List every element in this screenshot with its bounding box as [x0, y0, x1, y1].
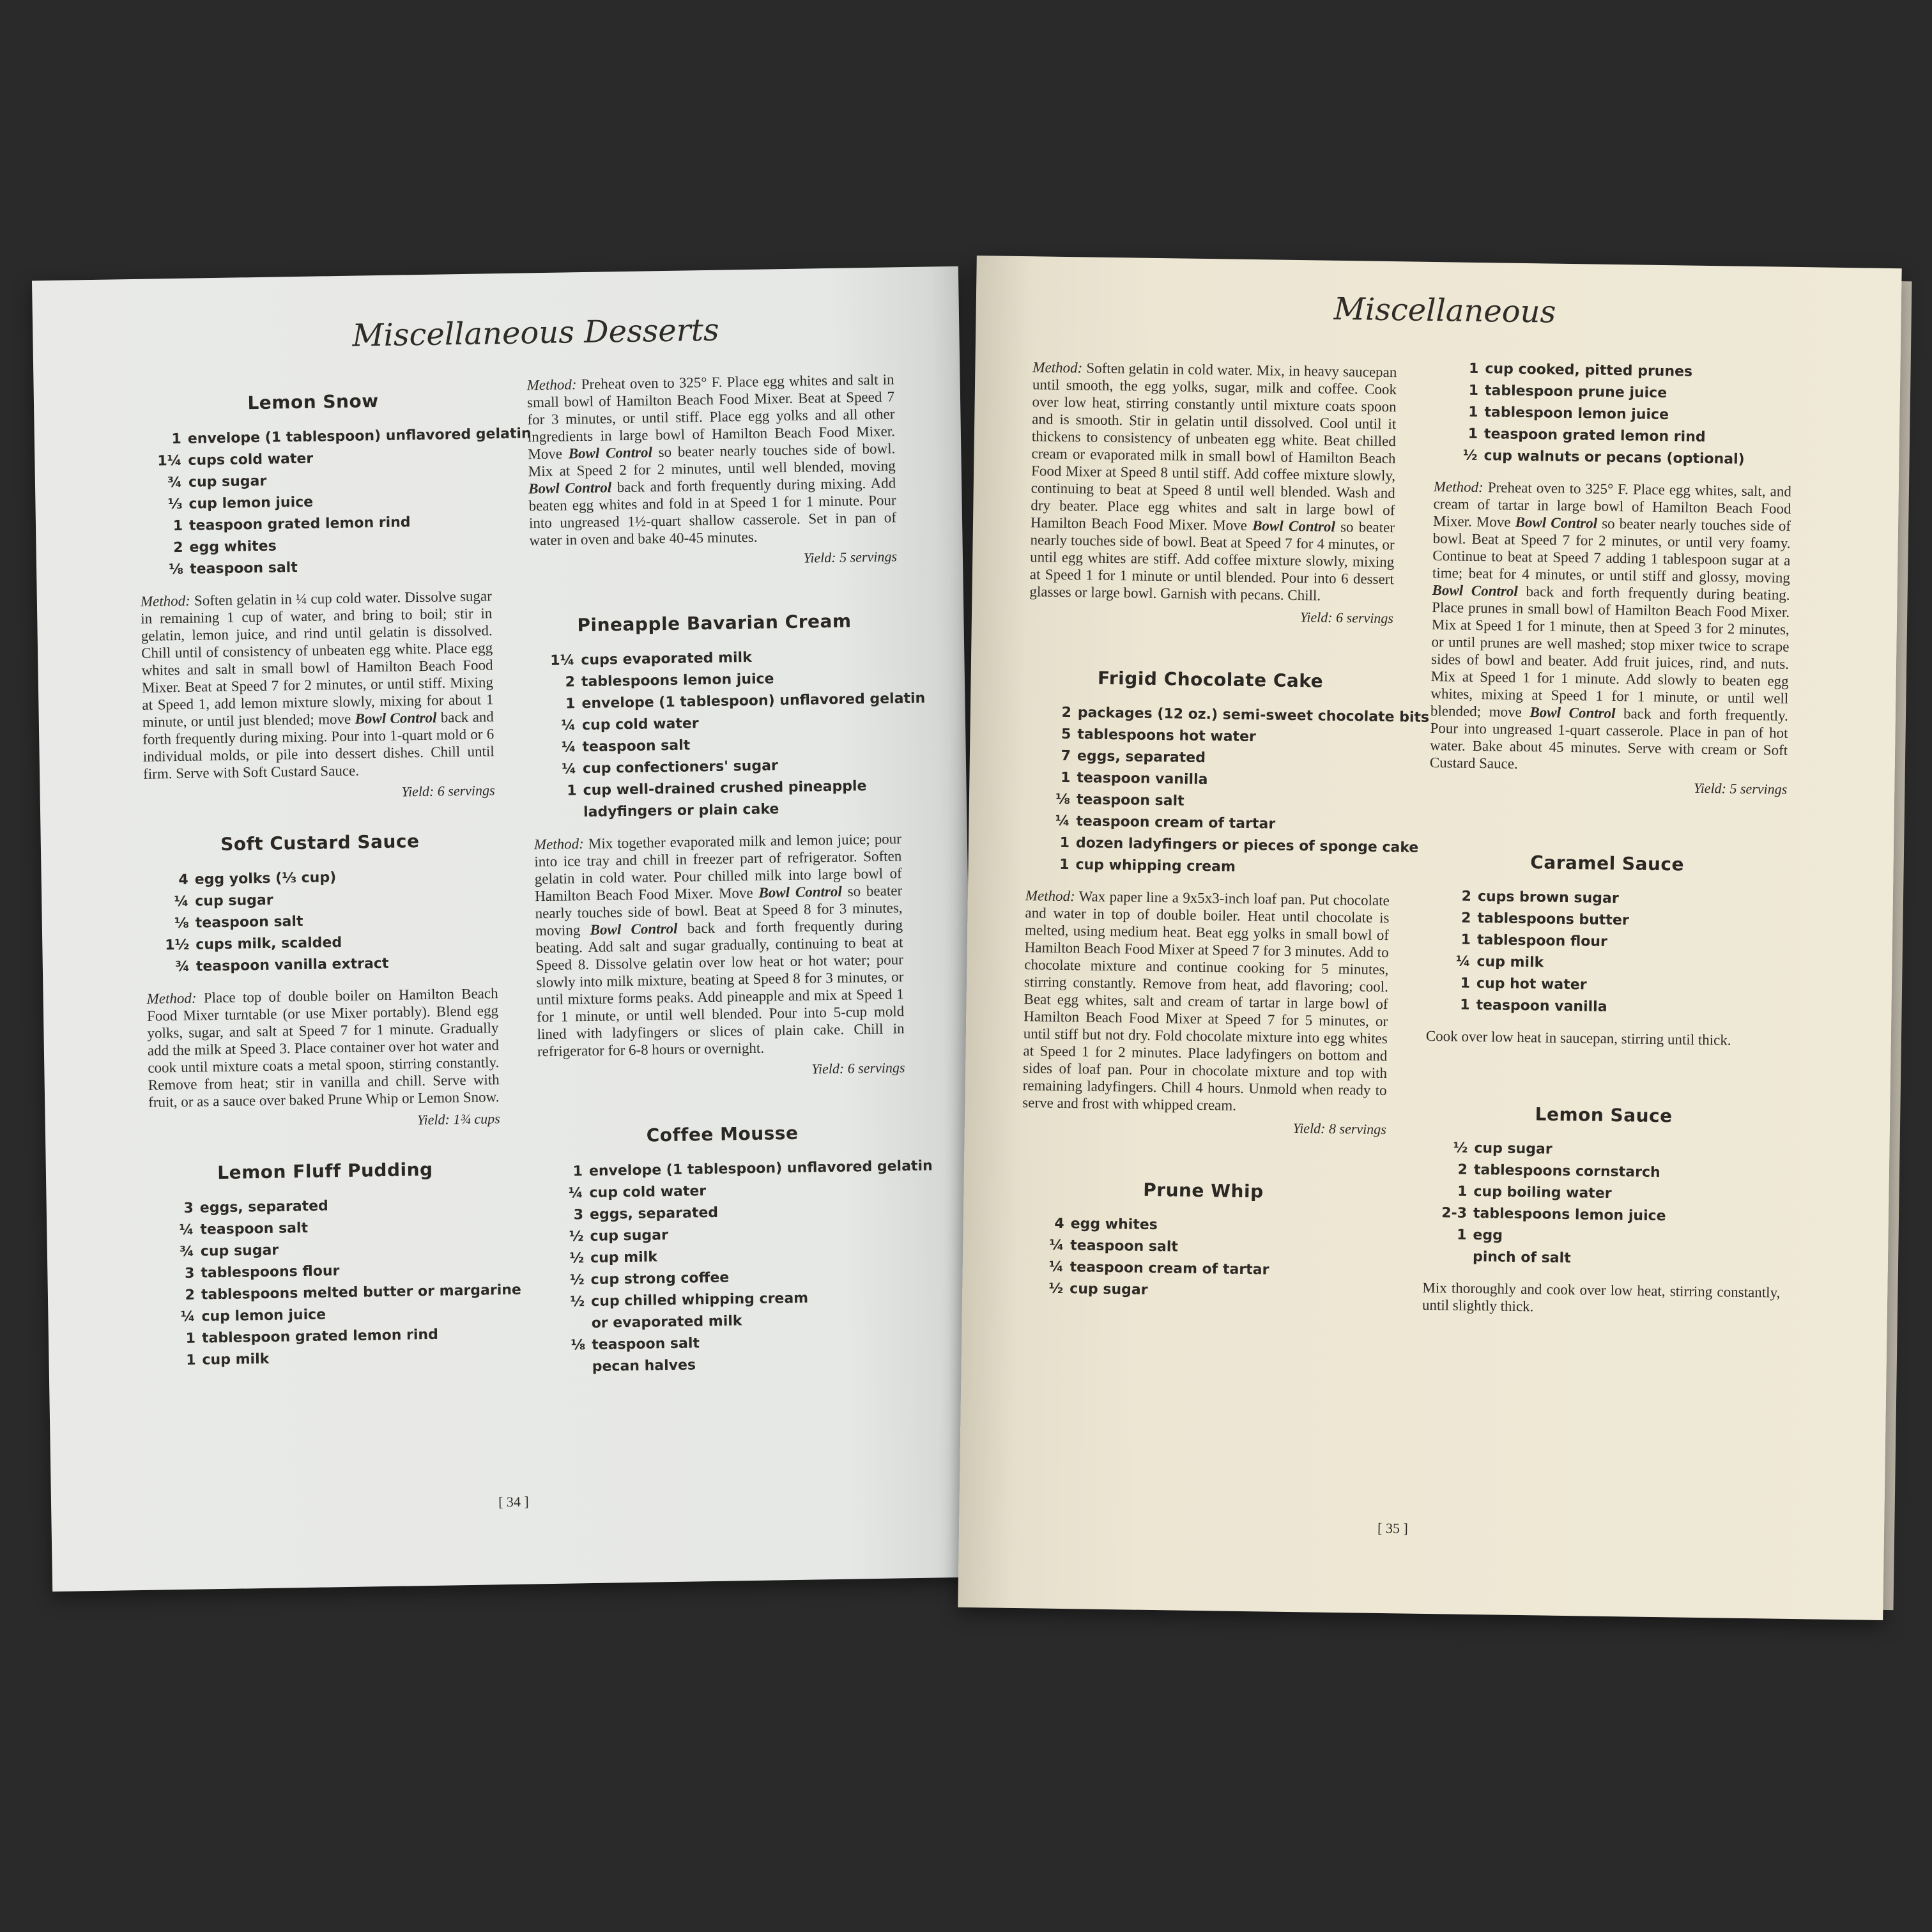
ingredient-text: tablespoons cornstarch	[1473, 1162, 1660, 1181]
ingredient-text: eggs, separated	[1077, 748, 1206, 767]
ingredient-quantity: ⅛	[1055, 791, 1071, 808]
ingredient-text: cup walnuts or pecans (optional)	[1483, 448, 1745, 468]
ingredient-quantity: 2	[1457, 1162, 1468, 1178]
left-column-2	[526, 371, 933, 1390]
ingredient-quantity: 1¼	[157, 452, 182, 470]
ingredient-text: teaspoon salt	[1070, 1238, 1179, 1255]
recipe-heading: Caramel Sauce	[1530, 852, 1685, 875]
yield-text: Yield: 6 servings	[1300, 609, 1394, 627]
ingredient-quantity: 2	[173, 539, 183, 556]
ingredient-text: cup whipping cream	[1075, 857, 1236, 875]
ingredient-list	[1434, 358, 1793, 471]
ingredient-text: tablespoons butter	[1477, 910, 1629, 929]
ingredient-quantity: ¼	[561, 717, 576, 734]
ingredient-list	[144, 864, 498, 979]
ingredient-quantity: 1	[1059, 856, 1070, 873]
yield-text: Yield: 8 servings	[1292, 1120, 1386, 1138]
yield-text: Yield: 6 servings	[811, 1059, 905, 1077]
ingredient-quantity: ¼	[1049, 1237, 1064, 1254]
ingredient-quantity: ¼	[1455, 953, 1471, 970]
ingredient-quantity: 2	[1061, 704, 1072, 721]
ingredient-quantity: ¼	[174, 893, 189, 910]
method-text: Method: Soften gelatin in ¼ cup cold water. Dissolve sugar in remaining 1 cup of water, and bring to boil; stir in gelatin, lemon juice, and rind until gelatin is dissolved. Chill until of consistency of unbeaten egg white. Place egg whites and salt in small bowl of Hamilton Beach Food Mixer. Beat at Speed 7 for 2 minutes, or until stiff. Mixing at Speed 1, add lemon mixture slowly, mixing for about 1 minute, or until just blended; move Bowl Control back and forth frequently during mixing. Pour into 1-quart mold or 6 individual molds, or pile into dessert dishes. Chill until firm. Serve with Soft Custard Sauce.	[140, 588, 494, 782]
ingredient-text: pinch of salt	[1472, 1248, 1571, 1267]
ingredient-quantity: ¼	[180, 1308, 195, 1326]
instruction-text: Cook over low heat in saucepan, stirring until thick.	[1425, 1027, 1731, 1048]
ingredient-quantity: 1	[185, 1330, 196, 1347]
ingredient-quantity: 1	[1457, 1183, 1468, 1200]
recipe-pineapple-bavarian-cream	[530, 610, 926, 1082]
ingredient-quantity: 5	[1061, 726, 1071, 743]
ingredient-text: or evaporated milk	[591, 1313, 742, 1331]
ingredient-text: pecan halves	[592, 1357, 696, 1375]
ingredient-text: eggs, separated	[199, 1198, 329, 1216]
ingredient-list	[531, 645, 926, 824]
ingredient-quantity: ¾	[179, 1243, 195, 1261]
ingredient-quantity: 1	[1468, 360, 1479, 377]
ingredient-quantity: ¾	[174, 958, 190, 976]
recipe-frigid-chocolate-cake	[1022, 666, 1430, 1138]
ingredient-quantity: 1	[572, 1163, 583, 1180]
recipe-coffee-mousse	[539, 1121, 933, 1379]
ingredient-text: cup milk	[202, 1351, 270, 1368]
ingredient-text: cup confectioners' sugar	[582, 758, 779, 778]
ingredient-text: teaspoon salt	[582, 737, 691, 756]
ingredient-quantity: 3	[184, 1265, 195, 1282]
ingredient-quantity: 1	[1468, 425, 1478, 442]
right-column-2	[1422, 358, 1793, 1319]
method-text: Method: Place top of double boiler on Hamilton Beach Food Mixer turntable (or use Mixer portably). Blend egg yolks, sugar, and salt at Speed 7 for 1 minute. Gradually add the milk at Speed 3. Place container over hot water and cook until mixture coats a metal spoon, stirring constantly. Remove from heat; stir in vanilla and chill. Serve with fruit, or as a sauce over baked Prune Whip or Lemon Snow.	[146, 985, 500, 1110]
ingredient-quantity: 1	[1457, 1227, 1467, 1243]
ingredient-text: cups evaporated milk	[581, 649, 752, 669]
ingredient-text: dozen ladyfingers or pieces of sponge cake	[1075, 835, 1419, 856]
ingredient-item	[1423, 1246, 1781, 1273]
recipe-heading: Lemon Sauce	[1535, 1103, 1673, 1127]
ingredient-text: envelope (1 tablespoon) unflavored gelatin	[581, 690, 926, 712]
ingredient-text: tablespoon flour	[1476, 932, 1608, 950]
ingredient-text: tablespoons lemon juice	[581, 671, 774, 691]
recipe-heading: Lemon Fluff Pudding	[217, 1158, 433, 1184]
ingredient-text: cup milk	[1476, 954, 1544, 971]
ingredient-text: cup chilled whipping cream	[590, 1290, 809, 1310]
ingredient-quantity: ¼	[561, 739, 576, 756]
method-text: Method: Wax paper line a 9x5x3-inch loaf pan. Put chocolate and water in top of double boiler. Heat until chocolate is melted, using medium heat. Beat egg yolks in small bowl of Hamilton Beach Food Mixer at Speed 7 for 3 minutes. Add to chocolate mixture and continue cooking for 5 minutes, stirring constantly. Remove from heat, add flavoring; cool. Beat egg whites, salt and cream of tartar in large bowl of Hamilton Beach Food Mixer at Speed 7 for 5 minutes, or until stiff but not dry. Fold chocolate mixture into egg whites at Speed 1 for 2 minutes. Place ladyfingers on bottom and sides of loaf pan. Pour in chocolate mixture and top with remaining ladyfingers. Chill 4 hours. Unmold when ready to serve and frost with whipped cream.	[1022, 887, 1390, 1114]
ingredient-quantity	[542, 1371, 586, 1372]
recipe-lemon-snow	[137, 388, 532, 804]
ingredient-quantity: 1	[567, 783, 577, 799]
left-column-1	[137, 388, 532, 1383]
ingredient-quantity: 1	[565, 696, 576, 712]
ingredient-text: teaspoon salt	[592, 1335, 700, 1353]
ingredient-quantity: 2	[1461, 888, 1472, 905]
recipe-lemon-fluff-pudding	[150, 1158, 522, 1372]
yield-text: Yield: 1¾ cups	[417, 1110, 500, 1128]
ingredient-text: cups brown sugar	[1477, 889, 1619, 907]
yield-text: Yield: 5 servings	[1693, 779, 1788, 797]
ingredient-text: egg whites	[189, 538, 277, 556]
ingredient-quantity: 1	[1059, 834, 1070, 852]
ingredient-quantity: 1	[172, 518, 183, 535]
ingredient-quantity: 2-3	[1441, 1205, 1468, 1222]
ingredient-item	[152, 1345, 503, 1372]
ingredient-quantity: ½	[1048, 1280, 1064, 1298]
ingredient-text: tablespoons melted butter or margarine	[201, 1282, 522, 1303]
ingredient-text: cup cold water	[581, 716, 699, 734]
ingredient-text: teaspoon cream of tartar	[1076, 813, 1276, 832]
yield-text: Yield: 6 servings	[401, 782, 495, 800]
ingredient-text: cup lemon juice	[201, 1307, 326, 1325]
recipe-heading: Soft Custard Sauce	[220, 831, 420, 855]
ingredient-text: cup cooked, pitted prunes	[1485, 361, 1693, 380]
method-text: Method: Mix together evaporated milk and lemon juice; pour into ice tray and chill in freezer part of refrigerator. Soften gelatin in cold water. Pour chilled milk into large bowl of Hamilton Beach Food Mixer. Move Bowl Control so beater nearly touches side of bowl. Beat at Speed 8 for 3 minutes, moving Bowl Control back and forth frequently during beating. Add salt and sugar gradually, continuing to beat at Speed 8. Dissolve gelatin over low heat or hot water; pour slowly into milk mixture, beating at Speed 8 for 3 minutes, or until mixture forms peaks. Add pineapple and mix at Speed 1 for 1 minute, or until well blended. Pour into 5-cup mold lined with ladyfingers or slices of plain cake. Chill in refrigerator for 6-8 hours or overnight.	[533, 831, 905, 1060]
ingredient-quantity: 1	[1060, 769, 1071, 786]
ingredient-list	[1426, 885, 1786, 1021]
ingredient-quantity: ¼	[562, 761, 577, 778]
ingredient-text: tablespoons hot water	[1077, 726, 1257, 746]
recipe-soft-custard-sauce	[144, 829, 500, 1133]
ingredient-list	[150, 1193, 522, 1372]
prune-whip-continued	[1429, 358, 1793, 798]
ingredient-text: egg	[1473, 1227, 1503, 1244]
instruction-text: Mix thoroughly and cook over low heat, stirring constantly, until slightly thick.	[1422, 1279, 1781, 1315]
recipe-caramel-sauce	[1426, 850, 1786, 1050]
ingredient-item	[146, 951, 498, 979]
ingredient-quantity: 3	[573, 1207, 584, 1223]
ingredient-text: cup boiling water	[1473, 1183, 1612, 1202]
ingredient-text: tablespoon prune juice	[1484, 383, 1667, 402]
ingredient-text: tablespoons lemon juice	[1473, 1205, 1666, 1225]
method-text: Method: Preheat oven to 325° F. Place egg whites and salt in small bowl of Hamilton Beach Food Mixer. Beat at Speed 7 for 3 minutes, or until stiff. Place egg yolks and all other ingredients in large bowl of Hamilton Beach Food Mixer. Move Bowl Control so beater nearly touches side of bowl. Mix at Speed 2 for 2 minutes, until well blended, moving Bowl Control back and forth frequently during mixing. Add beaten egg whites and fold in at Speed 1 for 1 minute. Pour into ungreased 1½-quart shallow casserole. Set in pan of water in oven and bake 40-45 minutes.	[526, 371, 897, 549]
right-page-title: Miscellaneous	[1333, 291, 1556, 330]
ingredient-text: teaspoon salt	[189, 560, 298, 578]
ingredient-quantity: 1	[1460, 997, 1470, 1013]
ingredient-text: cup sugar	[188, 473, 267, 491]
ingredient-quantity: 1¼	[550, 652, 575, 669]
ingredient-quantity: ½	[1462, 447, 1478, 464]
recipe-heading: Lemon Snow	[247, 390, 379, 414]
ingredient-text: cup well-drained crushed pineapple	[583, 778, 867, 799]
ingredient-quantity	[533, 816, 577, 817]
ingredient-text: eggs, separated	[589, 1204, 719, 1223]
ingredient-text: cup sugar	[590, 1227, 669, 1245]
ingredient-quantity: 3	[183, 1200, 194, 1216]
right-page	[958, 256, 1901, 1620]
method-text: Method: Soften gelatin in cold water. Mix, in heavy saucepan until smooth, the egg yolks, sugar, milk and coffee. Cook over low heat, stirring constantly until mixture coats spoon and is smooth. Stir in gelatin until dissolved. Cool until it thickens to consistency of unbeaten egg white. Beat chilled cream or evaporated milk in small bowl of Hamilton Beach Food Mixer at Speed 8 until stiff. Add coffee mixture slowly, continuing to beat at Speed 8 until well blended. Wash and dry beater. Place egg whites and salt in large bowl of Hamilton Beach Food Mixer. Move Bowl Control so beater nearly touches side of bowl. Beat at Speed 7 for 4 minutes, or until egg whites are stiff. Add coffee mixture slowly, mixing at Speed 1 for 1 minute or until blended. Pour into 6 dessert glasses or large bowl. Garnish with pecans. Chill.	[1029, 359, 1397, 604]
ingredient-quantity: ¼	[1048, 1259, 1064, 1276]
ingredient-quantity: 2	[565, 674, 576, 691]
recipe-lemon-sauce	[1422, 1102, 1783, 1319]
ingredient-quantity: 1	[1460, 975, 1471, 992]
ingredient-quantity: ¼	[1055, 813, 1070, 830]
ingredient-item	[140, 554, 491, 581]
method-text: Method: Preheat oven to 325° F. Place egg whites, salt, and cream of tartar in large bowl of Hamilton Beach Food Mixer. Move Bowl Control so beater nearly touches side of bowl. Beat at Speed 7 for 2 minutes, or until very foamy. Continue to beat at Speed 7 adding 1 tablespoon sugar at a time; beat for 4 minutes, or until stiff and glossy, moving Bowl Control back and forth frequently during beating. Place prunes in small bowl of Hamilton Beach Food Mixer. Mix at Speed 1 for 1 minute, then at Speed 3 for 2 minutes, or until prunes are well mashed; stop mixer twice to scrape sides of bowl and beater. Add fruit juices, rind, and nuts. Mix at Speed 1 for 1 minute. Add slowly to beaten egg whites, mixing at Speed 1 for 1 minute, or until well blended; move Bowl Control back and forth frequently. Pour into ungreased 1-quart casserole. Place in pan of hot water. Bake about 45 minutes. Serve with cream or Soft Custard Sauce.	[1429, 479, 1791, 772]
ingredient-quantity: ½	[569, 1250, 585, 1267]
right-column-1	[1020, 358, 1430, 1316]
recipe-heading: Coffee Mousse	[646, 1122, 799, 1146]
ingredient-text: cup sugar	[1070, 1281, 1148, 1298]
ingredient-text: ladyfingers or plain cake	[583, 801, 779, 821]
ingredient-text: teaspoon cream of tartar	[1070, 1259, 1269, 1278]
ingredient-text: teaspoon salt	[1076, 792, 1184, 809]
ingredient-text: teaspoon grated lemon rind	[188, 514, 411, 534]
ingredient-quantity: 4	[1054, 1215, 1064, 1232]
ingredient-quantity: 2	[1460, 910, 1471, 926]
recipe-heading: Pineapple Bavarian Cream	[577, 610, 852, 636]
ingredient-quantity: 7	[1061, 747, 1071, 765]
ingredient-text: teaspoon salt	[195, 913, 303, 931]
coffee-mousse-method	[1029, 358, 1397, 627]
ingredient-quantity: 1	[1468, 404, 1478, 420]
ingredient-text: cup strong coffee	[590, 1269, 730, 1288]
ingredient-text: cup milk	[590, 1249, 658, 1266]
left-page	[32, 266, 979, 1592]
ingredient-quantity: 4	[178, 871, 188, 889]
ingredient-text: cup sugar	[195, 892, 273, 910]
ingredient-quantity: 1½	[165, 937, 190, 954]
ingredient-text: teaspoon vanilla	[1476, 997, 1607, 1015]
ingredient-text: envelope (1 tablespoon) unflavored gelatin	[187, 425, 532, 447]
ingredient-text: egg yolks (⅓ cup)	[194, 870, 337, 888]
ingredient-list	[1423, 1137, 1782, 1273]
ingredient-quantity: 1	[186, 1352, 196, 1368]
recipe-heading: Frigid Chocolate Cake	[1097, 667, 1324, 692]
ingredient-list	[138, 424, 532, 581]
ingredient-quantity: 2	[185, 1287, 195, 1303]
ingredient-quantity: ½	[569, 1272, 585, 1289]
ingredient-list	[539, 1156, 933, 1379]
ingredient-text: teaspoon vanilla extract	[195, 955, 389, 975]
ingredient-list	[1020, 1213, 1385, 1305]
ingredient-quantity: 1	[1460, 931, 1471, 948]
ingredient-text: cup hot water	[1476, 976, 1587, 993]
ingredient-quantity: ¼	[179, 1222, 194, 1239]
ingredient-quantity: ¼	[568, 1185, 583, 1202]
ingredient-text: cups milk, scalded	[195, 935, 342, 953]
ingredient-quantity: ⅛	[174, 915, 189, 932]
ingredient-text: tablespoon lemon juice	[1484, 404, 1669, 424]
ingredient-text: tablespoon grated lemon rind	[201, 1326, 439, 1347]
ingredient-quantity: 1	[171, 431, 182, 448]
ingredient-quantity: 1	[1468, 382, 1479, 399]
ingredient-quantity: ½	[570, 1294, 585, 1310]
ingredient-text: packages (12 oz.) semi-sweet chocolate bits	[1077, 705, 1430, 726]
page-number: [ 35 ]	[1377, 1519, 1408, 1537]
left-page-title: Miscellaneous Desserts	[351, 312, 719, 354]
recipe-prune-whip	[1020, 1177, 1386, 1305]
ingredient-text: tablespoons flour	[201, 1263, 340, 1282]
ingredient-quantity: ⅛	[169, 561, 184, 578]
ingredient-list	[1025, 702, 1430, 880]
ingredient-text: cup cold water	[589, 1183, 707, 1201]
ingredient-item	[1426, 994, 1784, 1021]
ingredient-text: cup sugar	[200, 1242, 279, 1260]
ingredient-text: teaspoon salt	[200, 1220, 309, 1238]
yield-text: Yield: 5 servings	[803, 548, 898, 566]
ingredient-quantity: ⅛	[571, 1337, 586, 1354]
ingredient-quantity: ⅓	[167, 496, 183, 513]
ingredient-text: teaspoon grated lemon rind	[1483, 426, 1706, 445]
ingredient-text: envelope (1 tablespoon) unflavored gelatin	[588, 1158, 933, 1179]
ingredient-item	[1434, 445, 1791, 471]
ingredient-quantity: ¾	[167, 474, 183, 491]
ingredient-item	[1020, 1278, 1384, 1305]
page-number: [ 34 ]	[498, 1493, 529, 1510]
ingredient-text: egg whites	[1070, 1216, 1158, 1234]
ingredient-text: cup sugar	[1474, 1140, 1552, 1158]
recipe-heading: Prune Whip	[1143, 1179, 1264, 1202]
ingredient-quantity: ½	[569, 1229, 584, 1245]
ingredient-text: teaspoon vanilla	[1077, 770, 1208, 788]
ingredient-text: cups cold water	[188, 450, 314, 469]
ingredient-quantity: ½	[1453, 1140, 1468, 1156]
ingredient-text: cup lemon juice	[188, 494, 314, 512]
lemon-fluff-method	[526, 371, 897, 571]
